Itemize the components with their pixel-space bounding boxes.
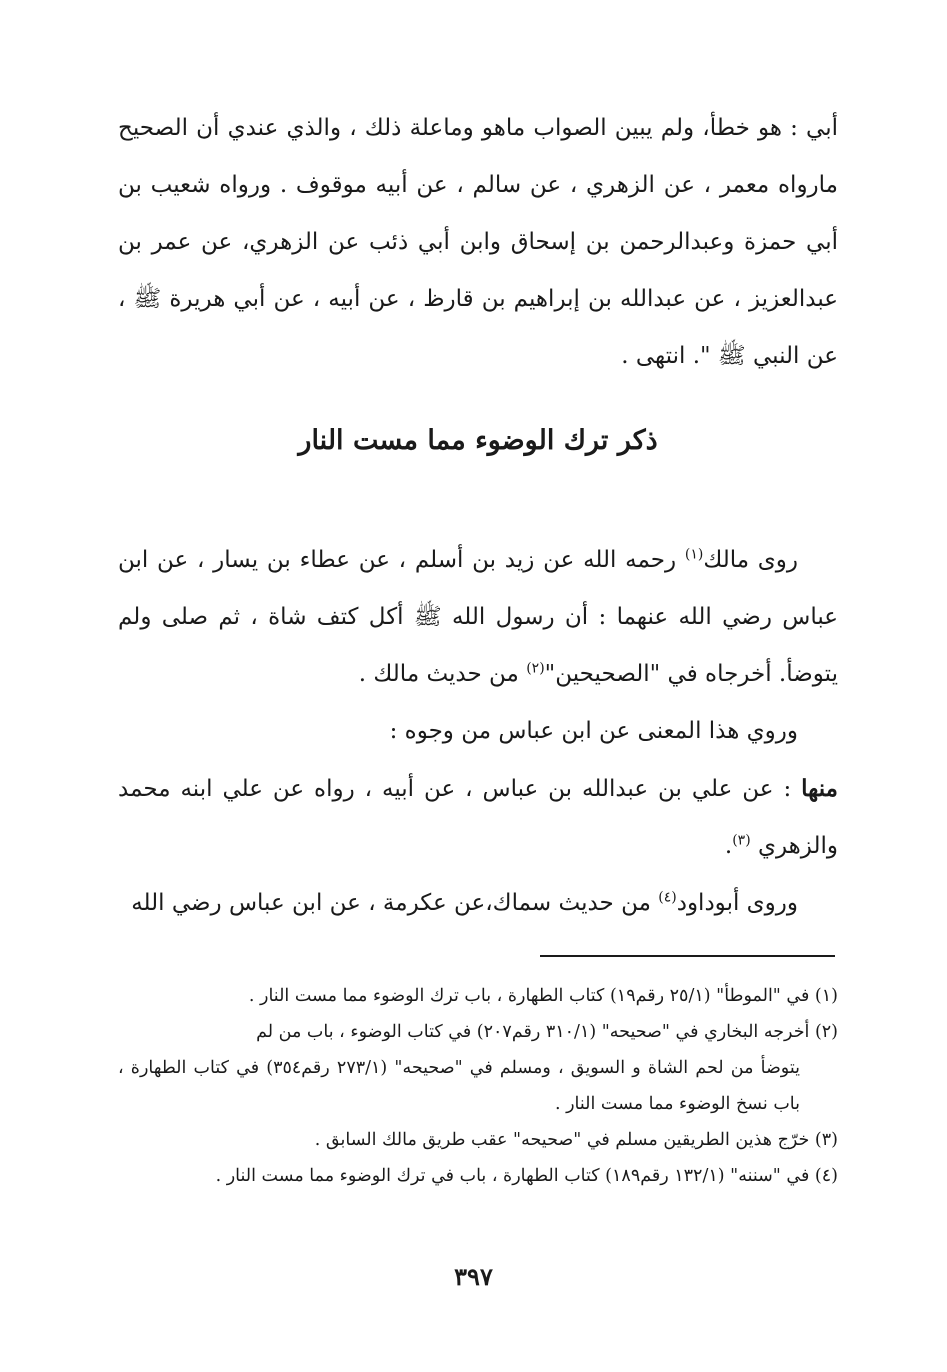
paragraph-minha-lead: منها	[801, 775, 838, 802]
footnote-ref-3: (٣)	[732, 832, 751, 849]
footnote-1: (١) في "الموطأ" (٢٥/١ رقم١٩) كتاب الطهارة ، باب ترك الوضوء مما مست النار .	[248, 986, 838, 1006]
paragraph-malik	[118, 532, 838, 703]
footnote-ref-4: (٤)	[658, 889, 677, 906]
paragraph-abudawud-start: وروى أبوداود	[676, 890, 798, 916]
paragraph-minha-text: : عن علي بن عبدالله بن عباس ، عن أبيه ، رواه عن علي ابنه محمد والزهري	[118, 776, 838, 859]
paragraph-malik-middle: رحمه الله عن زيد بن أسلم ، عن عطاء بن يسار ، عن ابن عباس رضي الله عنهما : أن رسول الله ﷺ أكل كتف شاة ، ثم صلى ولم يتوضأ. أخرجاه في "الصحيحين"	[118, 547, 838, 687]
paragraph-malik-end: من حديث مالك .	[358, 661, 527, 687]
paragraph-wujuh: وروي هذا المعنى عن ابن عباس من وجوه :	[389, 718, 798, 744]
main-text	[118, 532, 838, 932]
footnote-2: (٢) أخرجه البخاري في "صحيحه" (٣١٠/١ رقم٢٠٧) في كتاب الوضوء ، باب من لم	[256, 1022, 838, 1042]
footnote-2-continuation: يتوضأ من لحم الشاة و السويق ، ومسلم في "صحيحه" (٢٧٣/١ رقم٣٥٤) في كتاب الطهارة ، باب نسخ الوضوء مما مست النار .	[118, 1058, 801, 1114]
paragraph-abudawud-end: من حديث سماك،عن عكرمة ، عن ابن عباس رضي الله	[131, 890, 659, 916]
intro-text: أبي : هو خطأ، ولم يبين الصواب ماهو وماعلة ذلك ، والذي عندي أن الصحيح مارواه معمر ، عن الزهري ، عن سالم ، عن أبيه موقوف . ورواه شعيب بن أبي حمزة وعبدالرحمن بن إسحاق وابن أبي ذئب عن الزهري، عن عمر بن عبدالعزيز ، عن عبدالله بن إبراهيم بن قارظ ، عن أبيه ، عن أبي هريرة ﷺ ، عن النبي ﷺ ". انتهى .	[118, 115, 838, 369]
paragraph-abudawud	[118, 875, 838, 932]
footnotes	[118, 978, 838, 1194]
footnote-3: (٣) خرّج هذين الطريقين مسلم في "صحيحه" عقب طريق مالك السابق .	[314, 1130, 838, 1150]
page-number: ٣٩٧	[454, 1262, 493, 1291]
paragraph-malik-start: روى مالك	[703, 547, 798, 573]
footnote-ref-1: (١)	[684, 546, 704, 563]
footnote-4: (٤) في "سننه" (١٣٢/١ رقم١٨٩) كتاب الطهارة ، باب في ترك الوضوء مما مست النار .	[215, 1166, 838, 1186]
paragraph-minha	[118, 760, 838, 875]
paragraph-minha-end: .	[724, 833, 733, 859]
intro-paragraph	[118, 100, 838, 385]
section-heading: ذكر ترك الوضوء مما مست النار	[298, 425, 658, 456]
footnote-ref-2: (٢)	[526, 660, 545, 677]
footnote-separator	[540, 955, 835, 957]
